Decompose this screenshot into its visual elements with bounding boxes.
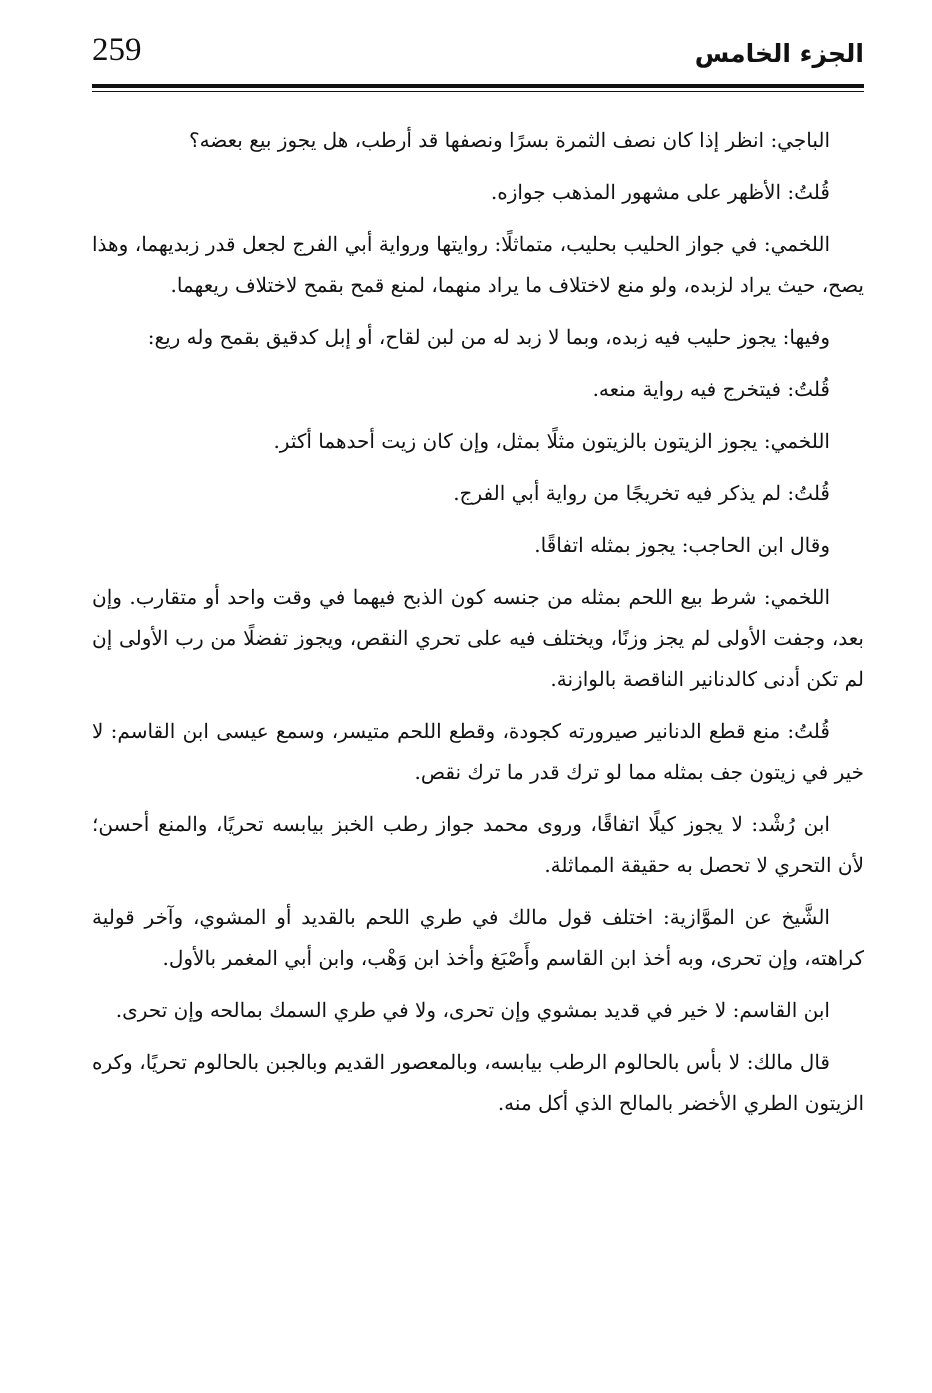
- paragraph: اللخمي: يجوز الزيتون بالزيتون مثلًا بمثل، وإن كان زيت أحدهما أكثر.: [273, 429, 830, 453]
- header-rule-thick: [92, 84, 864, 88]
- paragraph: اللخمي: شرط بيع اللحم بمثله من جنسه كون الذبح فيهما في وقت واحد أو متقارب. وإن بعد، وجفت الأولى لم يجز وزنًا، ويختلف فيه على تحري النقص، ويجوز تفضلًا من رب الأولى إن لم تكن أدنى كالدنانير الناقصة بالوازنة.: [92, 585, 864, 691]
- paragraph: الشَّيخ عن الموَّازية: اختلف قول مالك في طري اللحم بالقديد أو المشوي، وآخر قولية كراهته، وإن تحرى، وبه أخذ ابن القاسم وأَصْبَغ وأخذ ابن وَهْب، وابن أبي المغمر بالأول.: [92, 905, 864, 970]
- paragraph: قُلتُ: الأظهر على مشهور المذهب جوازه.: [490, 180, 830, 204]
- paragraph: وفيها: يجوز حليب فيه زبده، وبما لا زبد له من لبن لقاح، أو إبل كدقيق بقمح وله ريع:: [147, 325, 830, 349]
- paragraph: قال مالك: لا بأس بالحالوم الرطب بيابسه، وبالمعصور القديم وبالجبن بالحالوم تحريًا، وكره الزيتون الطري الأخضر بالمالح الذي أكل منه.: [92, 1050, 864, 1115]
- paragraph: قُلتُ: لم يذكر فيه تخريجًا من رواية أبي الفرج.: [453, 481, 830, 505]
- paragraph: قُلتُ: فيتخرج فيه رواية منعه.: [592, 377, 830, 401]
- header-rule-thin: [92, 91, 864, 92]
- paragraph: ابن القاسم: لا خير في قديد بمشوي وإن تحرى، ولا في طري السمك بمالحه وإن تحرى.: [115, 998, 830, 1022]
- paragraph: الباجي: انظر إذا كان نصف الثمرة بسرًا ونصفها قد أرطب، هل يجوز بيع بعضه؟: [188, 128, 830, 152]
- paragraph: وقال ابن الحاجب: يجوز بمثله اتفاقًا.: [534, 533, 830, 557]
- page-number: 259: [92, 32, 142, 68]
- running-head: الجزء الخامس: [694, 39, 864, 68]
- paragraph: ابن رُشْد: لا يجوز كيلًا اتفاقًا، وروى محمد جواز رطب الخبز بيابسه تحريًا، والمنع أحسن؛ لأن التحري لا تحصل به حقيقة المماثلة.: [92, 812, 864, 877]
- body-text: [92, 120, 864, 1135]
- paragraph: قُلتُ: منع قطع الدنانير صيرورته كجودة، وقطع اللحم متيسر، وسمع عيسى ابن القاسم: لا خير في زيتون جف بمثله مما لو ترك قدر ما ترك نقص.: [92, 719, 864, 784]
- page-header: [92, 30, 864, 86]
- paragraph: اللخمي: في جواز الحليب بحليب، متماثلًا: روايتها ورواية أبي الفرج لجعل قدر زبديهما، وهذا يصح، حيث يراد لزبده، ولو منع لاختلاف ما يراد منهما، لمنع قمح بقمح لاختلاف ريعهما.: [92, 232, 864, 297]
